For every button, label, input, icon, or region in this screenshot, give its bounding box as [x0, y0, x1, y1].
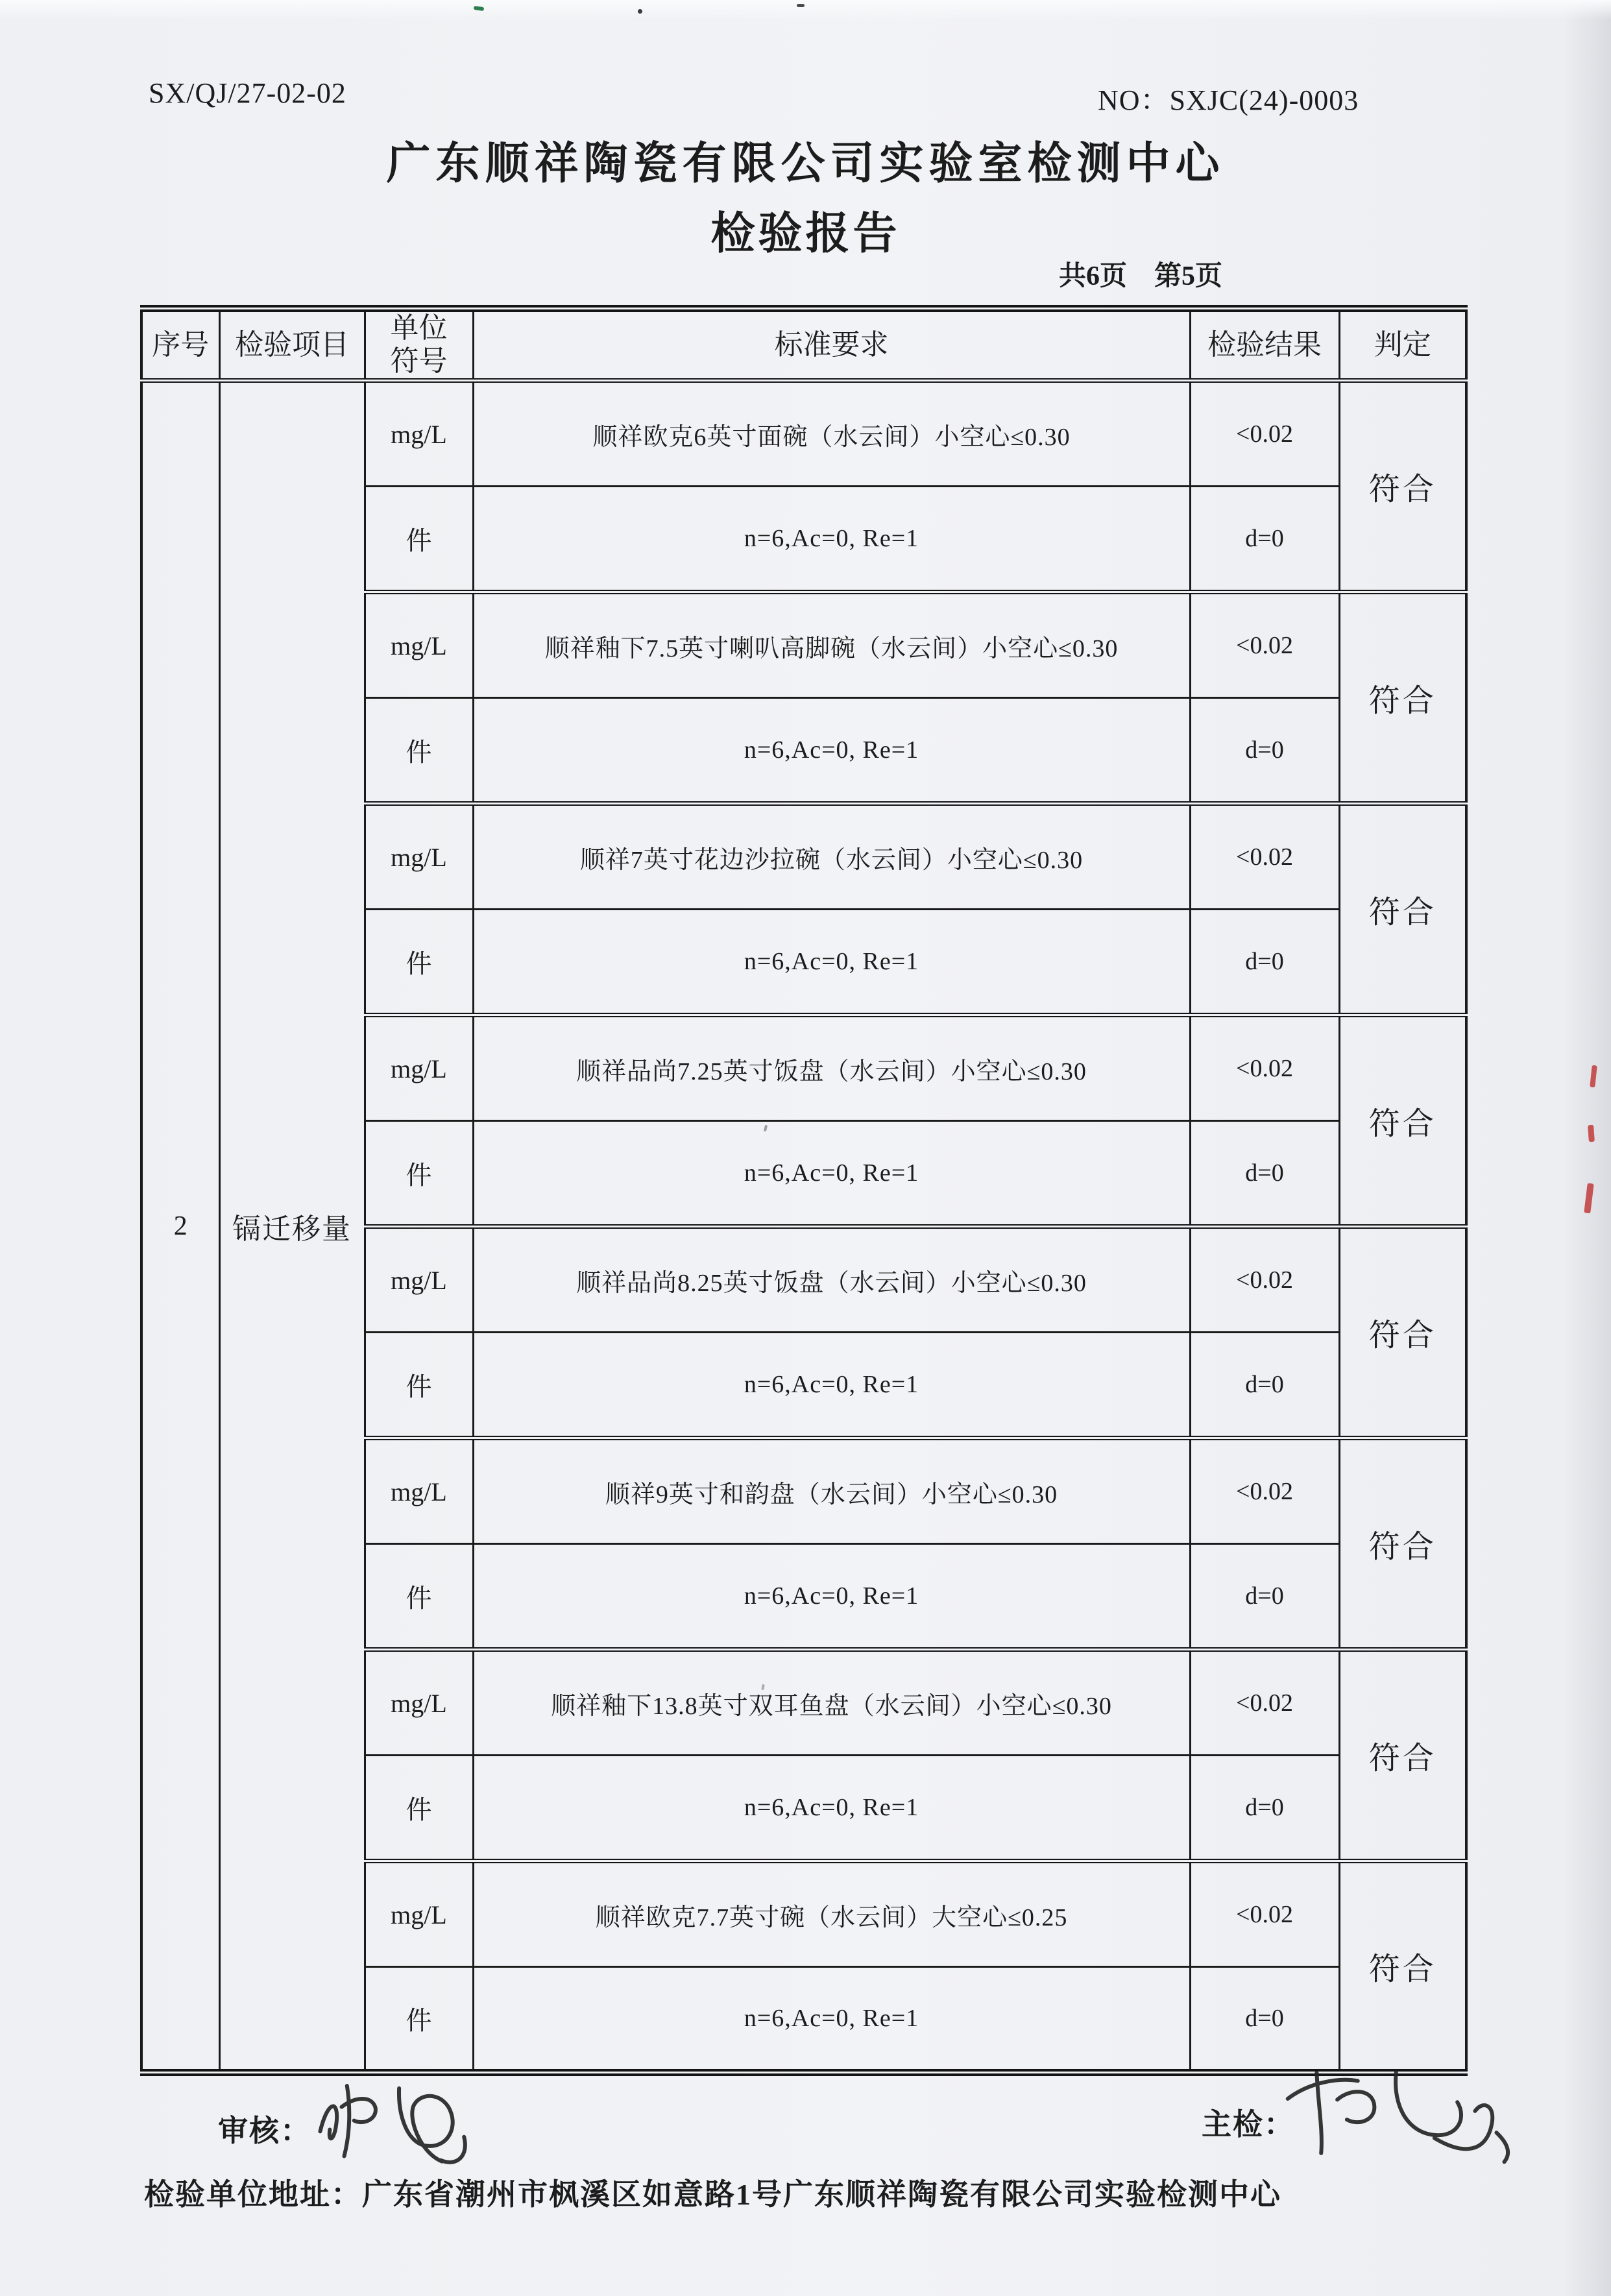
inspector-label: 主检：	[1202, 2108, 1295, 2141]
lab-address: 检验单位地址：广东省潮州市枫溪区如意路1号广东顺祥陶瓷有限公司实验检测中心	[144, 2178, 1281, 2211]
requirement-cell: 顺祥品尚7.25英寸饭盘（水云间）小空心≤0.30	[473, 1015, 1190, 1121]
requirement-cell: 顺祥品尚8.25英寸饭盘（水云间）小空心≤0.30	[473, 1227, 1190, 1333]
requirement-cell: 顺祥釉下13.8英寸双耳鱼盘（水云间）小空心≤0.30	[473, 1650, 1190, 1756]
result-cell: <0.02	[1190, 381, 1339, 487]
pagination-info	[1059, 254, 1222, 293]
scan-speck	[474, 6, 485, 11]
unit-cell: 件	[365, 910, 473, 1015]
result-cell: d=0	[1190, 1121, 1339, 1227]
result-cell: d=0	[1190, 910, 1339, 1015]
verdict-cell: 符合	[1339, 1650, 1466, 1861]
unit-cell: 件	[365, 1121, 473, 1227]
unit-cell: mg/L	[365, 804, 473, 910]
verdict-cell: 符合	[1339, 381, 1466, 592]
requirement-cell: 顺祥欧克7.7英寸碗（水云间）大空心≤0.25	[473, 1861, 1190, 1967]
requirement-cell: n=6,Ac=0, Re=1	[473, 910, 1190, 1015]
red-edge-mark	[1588, 1125, 1595, 1142]
scan-speck	[638, 9, 642, 14]
unit-cell: mg/L	[365, 1015, 473, 1121]
result-cell: <0.02	[1190, 1861, 1339, 1967]
unit-cell: mg/L	[365, 1650, 473, 1756]
verdict-cell: 符合	[1339, 1438, 1466, 1650]
requirement-cell: 顺祥欧克6英寸面碗（水云间）小空心≤0.30	[473, 381, 1190, 487]
header-requirement: 标准要求	[473, 309, 1190, 381]
unit-cell: 件	[365, 1333, 473, 1438]
test-item-cell: 镉迁移量	[219, 381, 365, 2073]
result-cell: <0.02	[1190, 1227, 1339, 1333]
requirement-cell: 顺祥7英寸花边沙拉碗（水云间）小空心≤0.30	[473, 804, 1190, 910]
table-header-row	[141, 309, 1466, 381]
table-row	[141, 381, 1466, 487]
verdict-cell: 符合	[1339, 1227, 1466, 1438]
unit-cell: 件	[365, 1544, 473, 1650]
unit-cell: mg/L	[365, 1438, 473, 1544]
pages-total: 共6页	[1059, 261, 1128, 291]
reviewer-label: 审核：	[218, 2114, 311, 2147]
result-cell: d=0	[1190, 1967, 1339, 2073]
result-cell: d=0	[1190, 1544, 1339, 1650]
unit-cell: 件	[365, 1756, 473, 1861]
result-cell: <0.02	[1190, 592, 1339, 698]
unit-cell: mg/L	[365, 1861, 473, 1967]
page-title: 广东顺祥陶瓷有限公司实验室检测中心	[386, 139, 1225, 188]
result-cell: <0.02	[1190, 804, 1339, 910]
result-cell: d=0	[1190, 1756, 1339, 1861]
result-cell: d=0	[1190, 487, 1339, 592]
requirement-cell: n=6,Ac=0, Re=1	[473, 1121, 1190, 1227]
result-cell: <0.02	[1190, 1015, 1339, 1121]
verdict-cell: 符合	[1339, 1861, 1466, 2073]
result-cell: d=0	[1190, 698, 1339, 804]
header-seq: 序号	[141, 309, 219, 381]
requirement-cell: n=6,Ac=0, Re=1	[473, 1544, 1190, 1650]
document-code: SX/QJ/27-02-02	[149, 77, 346, 109]
requirement-cell: n=6,Ac=0, Re=1	[473, 1967, 1190, 2073]
requirement-cell: n=6,Ac=0, Re=1	[473, 487, 1190, 592]
unit-cell: mg/L	[365, 1227, 473, 1333]
unit-cell: 件	[365, 487, 473, 592]
result-cell: <0.02	[1190, 1650, 1339, 1756]
requirement-cell: n=6,Ac=0, Re=1	[473, 1333, 1190, 1438]
scan-speck	[797, 4, 805, 7]
red-edge-mark	[1590, 1065, 1597, 1088]
sequence-number-cell: 2	[141, 381, 219, 2073]
inspector-signature	[1271, 2033, 1530, 2203]
header-result: 检验结果	[1190, 309, 1339, 381]
red-edge-mark	[1584, 1183, 1594, 1214]
result-cell: d=0	[1190, 1333, 1339, 1438]
requirement-cell: n=6,Ac=0, Re=1	[473, 698, 1190, 804]
requirement-cell: 顺祥9英寸和韵盘（水云间）小空心≤0.30	[473, 1438, 1190, 1544]
unit-cell: mg/L	[365, 592, 473, 698]
page-subtitle: 检验报告	[710, 209, 901, 258]
verdict-cell: 符合	[1339, 804, 1466, 1015]
unit-cell: 件	[365, 698, 473, 804]
unit-cell: mg/L	[365, 381, 473, 487]
verdict-cell: 符合	[1339, 1015, 1466, 1227]
requirement-cell: n=6,Ac=0, Re=1	[473, 1756, 1190, 1861]
header-unit: 单位 符号	[365, 309, 473, 381]
requirement-cell: 顺祥釉下7.5英寸喇叭高脚碗（水云间）小空心≤0.30	[473, 592, 1190, 698]
header-verdict: 判定	[1339, 309, 1466, 381]
report-number: NO：SXJC(24)-0003	[1098, 84, 1359, 116]
unit-cell: 件	[365, 1967, 473, 2073]
header-item: 检验项目	[219, 309, 365, 381]
result-cell: <0.02	[1190, 1438, 1339, 1544]
verdict-cell: 符合	[1339, 592, 1466, 804]
inspection-results-table	[140, 305, 1468, 2076]
page-current: 第5页	[1154, 261, 1223, 291]
